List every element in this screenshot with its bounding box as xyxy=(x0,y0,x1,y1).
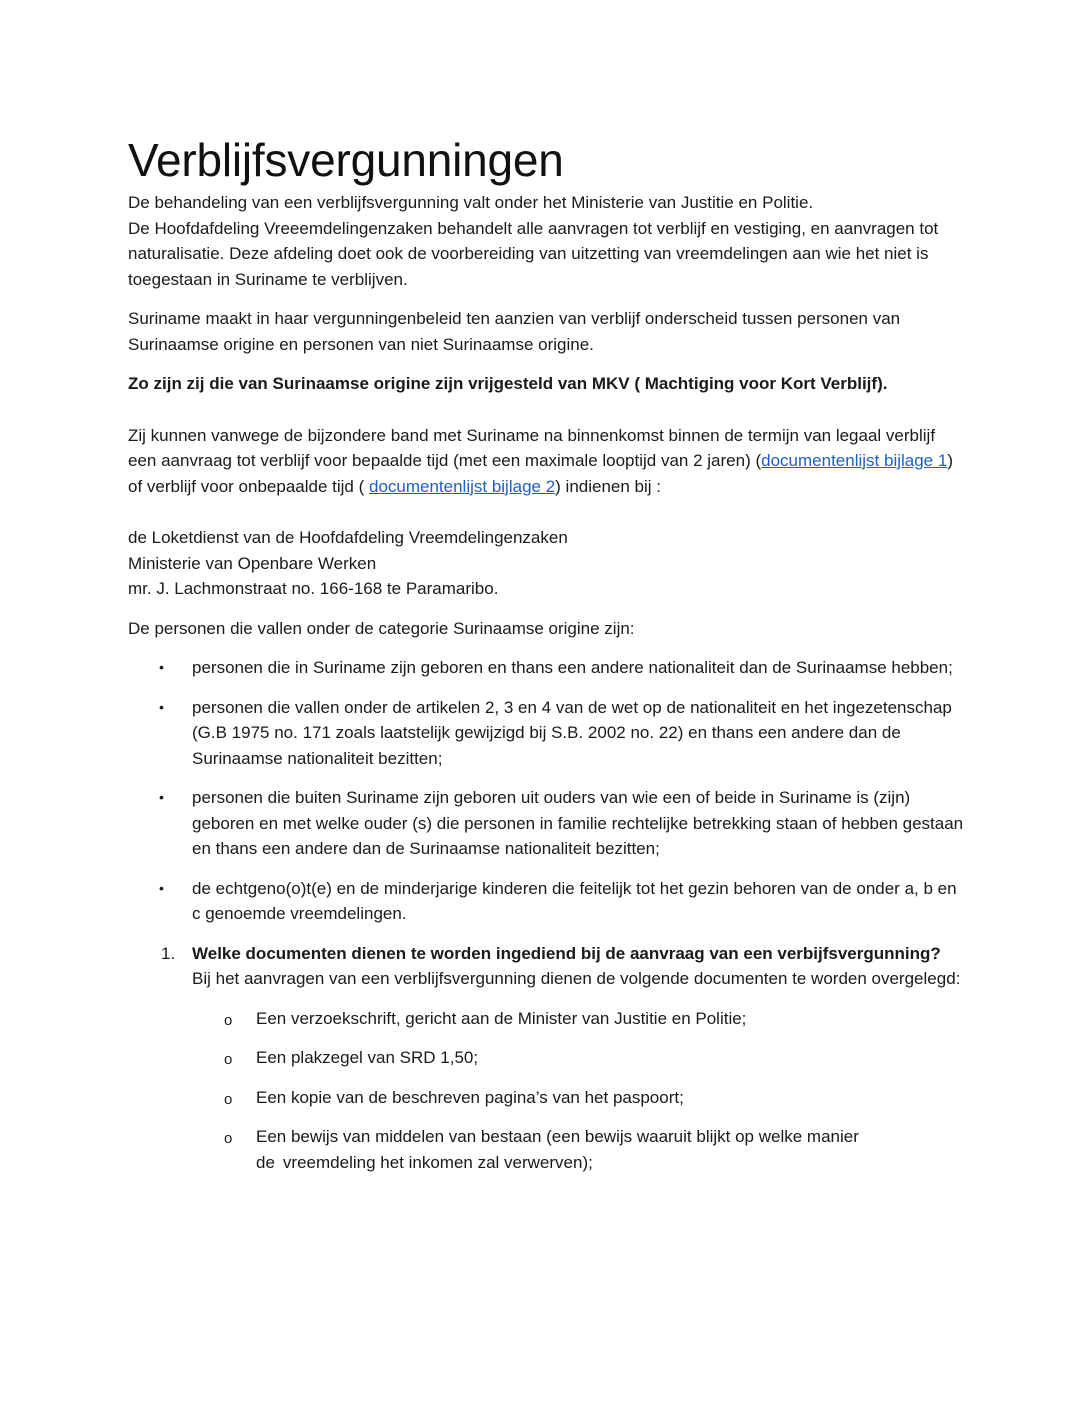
question-heading: Welke documenten dienen te worden ingediend bij de aanvraag van een verbijfsvergunning? xyxy=(192,943,941,963)
question-number: 1. xyxy=(161,943,176,963)
address-block xyxy=(128,525,968,602)
document-item-text: Een kopie van de beschreven pagina’s van het paspoort; xyxy=(256,1087,684,1107)
circle-bullet-icon: o xyxy=(224,1011,233,1029)
intro-paragraph-2: De Hoofdafdeling Vreeemdelingenzaken behandelt alle aanvragen tot verblijf en vestiging, en aanvragen tot naturalisatie. Deze afdeling doet ook de voorbereiding van uitzetting van vreemdelingen aan wie het niet is toegestaan in Suriname te verblijven. xyxy=(128,218,939,289)
exempt-paragraph: Zo zijn zij die van Surinaamse origine zijn vrijgesteld van MKV ( Machtiging voor Kort Verblijf). xyxy=(128,374,888,393)
document-item xyxy=(192,1045,968,1071)
circle-bullet-icon: o xyxy=(224,1090,233,1108)
document-item-word: de xyxy=(256,1152,275,1172)
category-intro: De personen die vallen onder de categorie Surinaamse origine zijn: xyxy=(128,618,635,638)
document-item xyxy=(192,1085,968,1111)
document-item xyxy=(192,1006,968,1032)
policy-paragraph: Suriname maakt in haar vergunningenbeleid ten aanzien van verblijf onderscheid tussen personen van Surinaamse origine en personen van niet Surinaamse origine. xyxy=(128,309,901,354)
intro-paragraph-1: De behandeling van een verblijfsvergunning valt onder het Ministerie van Justitie en Politie. xyxy=(128,193,814,212)
question-list xyxy=(128,941,968,1176)
apply-text-before: Zij kunnen vanwege de bijzondere band met Suriname na binnenkomst binnen de termijn van legaal verblijf een aanvraag tot verblijf voor bepaalde tijd (met een maximale looptijd van 2 jaren) ( xyxy=(128,425,936,470)
address-line: Ministerie van Openbare Werken xyxy=(128,553,377,573)
address-line: de Loketdienst van de Hoofdafdeling Vreemdelingenzaken xyxy=(128,528,568,547)
list-item-text: personen die vallen onder de artikelen 2, 3 en 4 van de wet op de nationaliteit en het ingezetenschap (G.B 1975 no. 171 zoals laatstelijk gewijzigd bij S.B. 2002 no. 22) en thans een andere dan de Surinaamse nationaliteit bezitten; xyxy=(192,697,952,768)
bullet-icon: • xyxy=(159,879,164,896)
address-line: mr. J. Lachmonstraat no. 166-168 te Paramaribo. xyxy=(128,579,499,598)
list-item xyxy=(128,785,968,862)
list-item xyxy=(128,876,968,927)
question-item xyxy=(128,941,968,1176)
document-item-text: Een plakzegel van SRD 1,50; xyxy=(256,1048,479,1067)
document-item-text: Een verzoekschrift, gericht aan de Minister van Justitie en Politie; xyxy=(256,1008,747,1028)
link-bijlage-1[interactable]: documentenlijst bijlage 1 xyxy=(761,451,948,470)
circle-bullet-icon: o xyxy=(224,1130,233,1147)
apply-paragraph xyxy=(128,423,968,500)
list-item xyxy=(128,695,968,772)
document-item-line: Een bewijs van middelen van bestaan (een bewijs waaruit blijkt op welke manier xyxy=(256,1127,859,1146)
bullet-icon: • xyxy=(159,698,164,715)
link-bijlage-2[interactable]: documentenlijst bijlage 2 xyxy=(368,476,556,496)
circle-bullet-icon: o xyxy=(224,1051,233,1068)
page-title: Verblijfsvergunningen xyxy=(128,134,564,186)
list-item-text: personen die in Suriname zijn geboren en thans een andere nationaliteit dan de Surinaamse hebben; xyxy=(192,658,953,677)
document-page xyxy=(128,132,968,1189)
document-list xyxy=(192,1006,968,1176)
document-item-line: vreemdeling het inkomen zal verwerven); xyxy=(282,1152,593,1172)
list-item-text: de echtgeno(o)t(e) en de minderjarige kinderen die feitelijk tot het gezin behoren van de onder a, b en c genoemde vreemdelingen. xyxy=(192,878,957,923)
bullet-icon: • xyxy=(159,659,164,675)
document-item xyxy=(192,1124,968,1175)
question-text: Bij het aanvragen van een verblijfsvergunning dienen de volgende documenten te worden overgelegd: xyxy=(192,969,961,988)
document-item-text xyxy=(256,1127,859,1172)
category-list xyxy=(128,655,968,927)
apply-text-middle: ) of verblijf voor onbepaalde tijd ( xyxy=(128,451,953,496)
list-item-text: personen die buiten Suriname zijn geboren uit ouders van wie een of beide in Suriname is (zijn) geboren en met welke ouder (s) die personen in familie rechtelijke betrekking staan of hebben gestaan en thans een andere dan de Surinaamse nationaliteit bezitten; xyxy=(192,788,964,858)
list-item xyxy=(128,655,968,681)
bullet-icon: • xyxy=(159,789,164,805)
apply-text-after: ) indienen bij : xyxy=(555,476,661,496)
